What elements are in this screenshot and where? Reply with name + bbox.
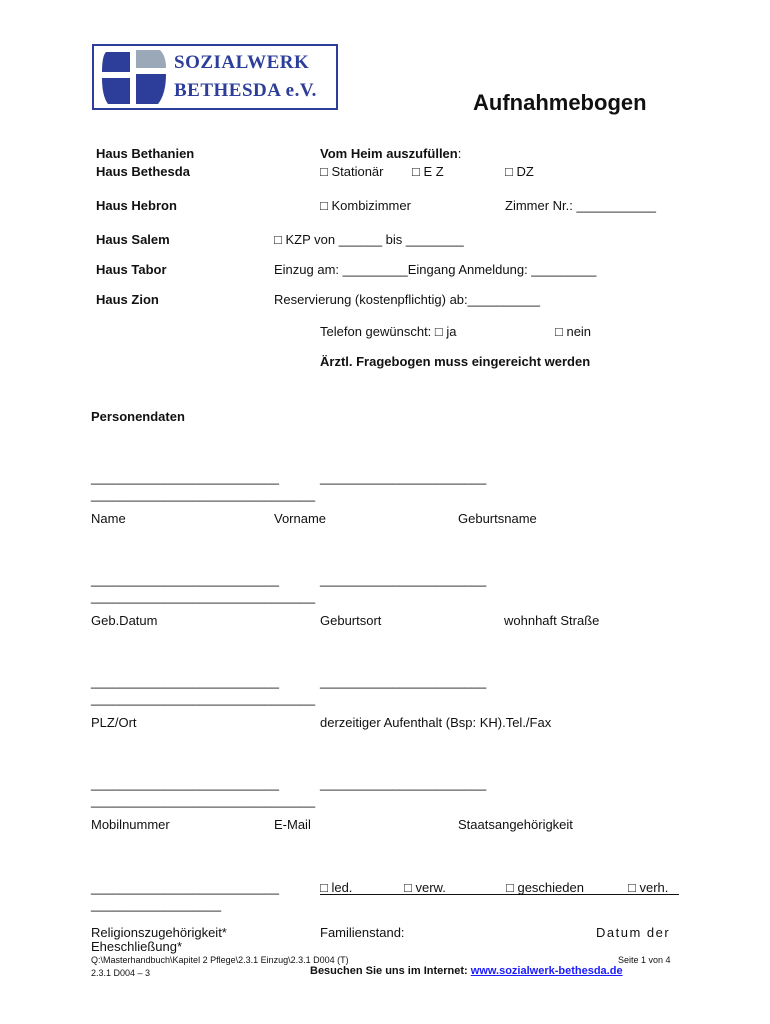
footer-page: Seite 1 von 4 bbox=[618, 955, 671, 965]
aufenthalt-blank[interactable]: _______________________ bbox=[320, 674, 487, 689]
form-title: Aufnahmebogen bbox=[473, 90, 647, 115]
website-link[interactable]: www.sozialwerk-bethesda.de bbox=[470, 965, 623, 977]
familienstand-underline bbox=[320, 894, 679, 895]
strasse-blank[interactable]: _______________________________ bbox=[91, 589, 316, 604]
checkbox-verheiratet[interactable]: □ verh. bbox=[628, 880, 669, 895]
kzp-field[interactable]: □ KZP von ______ bis ________ bbox=[274, 232, 464, 247]
label-familienstand: Familienstand: bbox=[320, 925, 405, 940]
heim-heading bbox=[320, 146, 461, 161]
footer-code: 2.3.1 D004 – 3 bbox=[91, 968, 151, 978]
label-vorname: Vorname bbox=[274, 511, 327, 526]
footer-website bbox=[310, 965, 623, 977]
house-zion: Haus Zion bbox=[96, 292, 159, 307]
checkbox-dz[interactable]: □ DZ bbox=[505, 164, 534, 179]
cross-logo-icon bbox=[98, 48, 170, 108]
house-hebron: Haus Hebron bbox=[96, 198, 177, 213]
checkbox-verwitwet[interactable]: □ verw. bbox=[404, 880, 446, 895]
logo-line-2: BETHESDA e.V. bbox=[174, 80, 317, 101]
label-name: Name bbox=[91, 511, 126, 526]
label-staat: Staatsangehörigkeit bbox=[458, 817, 573, 832]
gebdatum-blank[interactable]: __________________________ bbox=[91, 572, 279, 587]
religion-blank[interactable]: __________________________ bbox=[91, 880, 279, 895]
label-datum-der: Datum der bbox=[596, 925, 671, 940]
house-bethesda: Haus Bethesda bbox=[96, 164, 190, 179]
label-religion: Religionszugehörigkeit* bbox=[91, 925, 227, 940]
reservierung-field[interactable]: Reservierung (kostenpflichtig) ab:__________ bbox=[274, 292, 540, 307]
plz-blank[interactable]: __________________________ bbox=[91, 674, 279, 689]
checkbox-stationaer[interactable]: □ Stationär bbox=[320, 164, 384, 179]
house-tabor: Haus Tabor bbox=[96, 262, 167, 277]
checkbox-kombizimmer[interactable]: □ Kombizimmer bbox=[320, 198, 411, 213]
checkbox-ledig[interactable]: □ led. bbox=[320, 880, 353, 895]
label-geburtsname: Geburtsname bbox=[458, 511, 537, 526]
house-salem: Haus Salem bbox=[96, 232, 170, 247]
logo-line-1: SOZIALWERK bbox=[174, 52, 310, 73]
house-bethanien: Haus Bethanien bbox=[96, 146, 195, 161]
heim-heading-label: Vom Heim auszufüllen bbox=[320, 146, 458, 161]
fragebogen-note: Ärztl. Fragebogen muss eingereicht werden bbox=[320, 354, 591, 369]
label-strasse: wohnhaft Straße bbox=[504, 613, 600, 628]
label-plz: PLZ/Ort bbox=[91, 715, 137, 730]
label-email: E-Mail bbox=[274, 817, 311, 832]
name-blank[interactable]: __________________________ bbox=[91, 470, 279, 485]
group3-extra-blank[interactable]: _______________________________ bbox=[91, 691, 316, 706]
mobil-blank[interactable]: __________________________ bbox=[91, 776, 279, 791]
checkbox-geschieden[interactable]: □ geschieden bbox=[506, 880, 584, 895]
email-blank[interactable]: _______________________ bbox=[320, 776, 487, 791]
eheschliessung-blank[interactable]: __________________ bbox=[91, 897, 222, 912]
label-gebdatum: Geb.Datum bbox=[91, 613, 158, 628]
vorname-blank[interactable]: _______________________ bbox=[320, 470, 487, 485]
einzug-field[interactable]: Einzug am: _________Eingang Anmeldung: _________ bbox=[274, 262, 597, 277]
heim-heading-colon: : bbox=[457, 146, 462, 161]
checkbox-telefon-nein[interactable]: □ nein bbox=[555, 324, 592, 339]
label-geburtsort: Geburtsort bbox=[320, 613, 382, 628]
footer-visit-text: Besuchen Sie uns im Internet: bbox=[310, 965, 471, 977]
geburtsname-blank[interactable]: _______________________________ bbox=[91, 487, 316, 502]
checkbox-ez[interactable]: □ E Z bbox=[412, 164, 444, 179]
label-aufenthalt: derzeitiger Aufenthalt (Bsp: KH).Tel./Fax bbox=[320, 715, 552, 730]
label-eheschliessung: Eheschließung* bbox=[91, 939, 183, 954]
sozialwerk-logo bbox=[92, 44, 338, 110]
footer-path: Q:\Masterhandbuch\Kapitel 2 Pflege\2.3.1 Einzug\2.3.1 D004 (T) bbox=[91, 955, 349, 965]
staat-blank[interactable]: _______________________________ bbox=[91, 793, 316, 808]
personendaten-heading: Personendaten bbox=[91, 409, 185, 424]
geburtsort-blank[interactable]: _______________________ bbox=[320, 572, 487, 587]
zimmer-nr-field[interactable]: Zimmer Nr.: ___________ bbox=[505, 198, 657, 213]
checkbox-telefon-ja[interactable]: Telefon gewünscht: □ ja bbox=[320, 324, 457, 339]
label-mobil: Mobilnummer bbox=[91, 817, 170, 832]
